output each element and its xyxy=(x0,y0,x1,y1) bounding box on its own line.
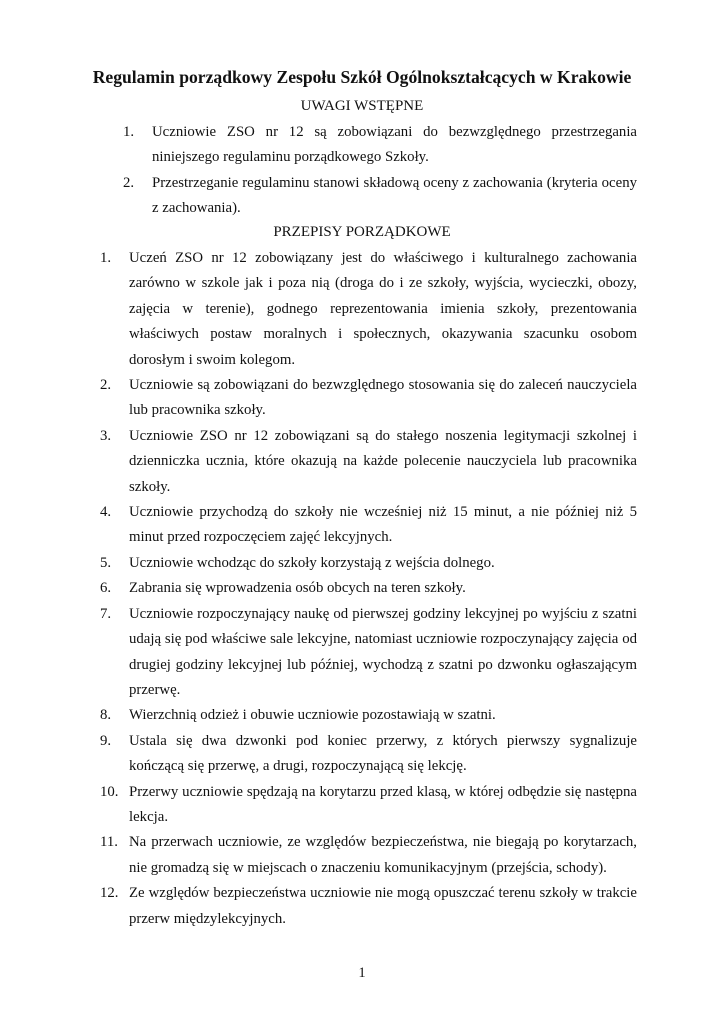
list-item xyxy=(100,500,637,551)
item-number: 2. xyxy=(123,174,135,191)
list-item xyxy=(100,881,637,932)
item-number: 1. xyxy=(123,124,135,140)
rules-list xyxy=(100,246,637,932)
item-number: 1. xyxy=(100,250,112,266)
item-number: 12. xyxy=(100,885,119,902)
item-text: Uczniowie rozpoczynający naukę od pierwszej godziny lekcyjnej po wyjściu z szatni udają się pod właściwe sale lekcyjne, natomiast uczniowie rozpoczynający zajęcia od drugiej godziny lekcyjnej lub później, wychodzą z szatni po dzwonku ogłaszającym przerwę. xyxy=(129,605,637,698)
intro-list xyxy=(123,120,637,222)
list-item xyxy=(100,576,637,601)
item-number: 7. xyxy=(100,605,112,622)
list-item xyxy=(100,551,637,576)
list-item xyxy=(100,373,637,424)
list-item xyxy=(100,424,637,500)
list-item xyxy=(100,780,637,831)
list-item xyxy=(100,830,637,881)
item-text: Przerwy uczniowie spędzają na korytarzu przed klasą, w której odbędzie się następna lekcja. xyxy=(129,783,637,825)
list-item xyxy=(100,703,637,728)
item-number: 6. xyxy=(100,580,112,597)
item-text: Uczniowie ZSO nr 12 zobowiązani są do stałego noszenia legitymacji szkolnej i dzienniczka ucznia, które okazują na każde polecenie nauczyciela lub pracownika szkoły. xyxy=(129,427,637,495)
item-number: 10. xyxy=(100,783,119,800)
list-item xyxy=(123,171,637,222)
item-number: 4. xyxy=(100,504,112,521)
list-item xyxy=(100,602,637,704)
item-text: Wierzchnią odzież i obuwie uczniowie pozostawiają w szatni. xyxy=(129,707,496,724)
item-text: Uczniowie są zobowiązani do bezwzględnego stosowania się do zaleceń nauczyciela lub pracownika szkoły. xyxy=(129,377,637,419)
item-text: Uczniowie wchodząc do szkoły korzystają z wejścia dolnego. xyxy=(129,554,495,571)
item-number: 11. xyxy=(100,834,118,851)
item-number: 3. xyxy=(100,427,112,444)
item-text: Na przerwach uczniowie, ze względów bezpieczeństwa, nie biegają po korytarzach, nie gromadzą się w miejscach o znaczeniu komunikacyjnym (przejścia, schody). xyxy=(129,834,637,876)
document-title: Regulamin porządkowy Zespołu Szkół Ogólnokształcących w Krakowie xyxy=(92,67,632,87)
item-text: Uczniowie przychodzą do szkoły nie wcześniej niż 15 minut, a nie później niż 5 minut przed rozpoczęciem zajęć lekcyjnych. xyxy=(129,504,637,546)
page-number: 1 xyxy=(358,965,366,981)
rules-heading: PRZEPISY PORZĄDKOWE xyxy=(273,224,451,240)
item-text: Uczeń ZSO nr 12 zobowiązany jest do właściwego i kulturalnego zachowania zarówno w szkole jak i poza nią (droga do i ze szkoły, wyjścia, wycieczki, obozy, zajęcia w terenie), godnego reprezentowania imienia szkoły, prezentowania właściwych postaw moralnych i społecznych, okazywania szacunku osobom dorosłym i swoim kolegom. xyxy=(129,250,637,368)
item-text: Przestrzeganie regulaminu stanowi składową oceny z zachowania (kryteria oceny z zachowania). xyxy=(152,174,637,217)
list-item xyxy=(100,246,637,373)
item-text: Uczniowie ZSO nr 12 są zobowiązani do bezwzględnego przestrzegania niniejszego regulaminu porządkowego Szkoły. xyxy=(152,124,637,166)
intro-heading: UWAGI WSTĘPNE xyxy=(300,98,424,114)
item-text: Zabrania się wprowadzenia osób obcych na teren szkoły. xyxy=(129,580,466,597)
item-number: 8. xyxy=(100,707,112,724)
item-text: Ze względów bezpieczeństwa uczniowie nie mogą opuszczać terenu szkoły w trakcie przerw międzylekcyjnych. xyxy=(129,885,637,927)
list-item xyxy=(100,729,637,780)
item-number: 5. xyxy=(100,554,112,571)
item-number: 9. xyxy=(100,732,112,749)
item-number: 2. xyxy=(100,377,112,394)
list-item xyxy=(123,120,637,171)
item-text: Ustala się dwa dzwonki pod koniec przerwy, z których pierwszy sygnalizuje kończącą się przerwę, a drugi, rozpoczynającą się lekcję. xyxy=(129,732,637,775)
